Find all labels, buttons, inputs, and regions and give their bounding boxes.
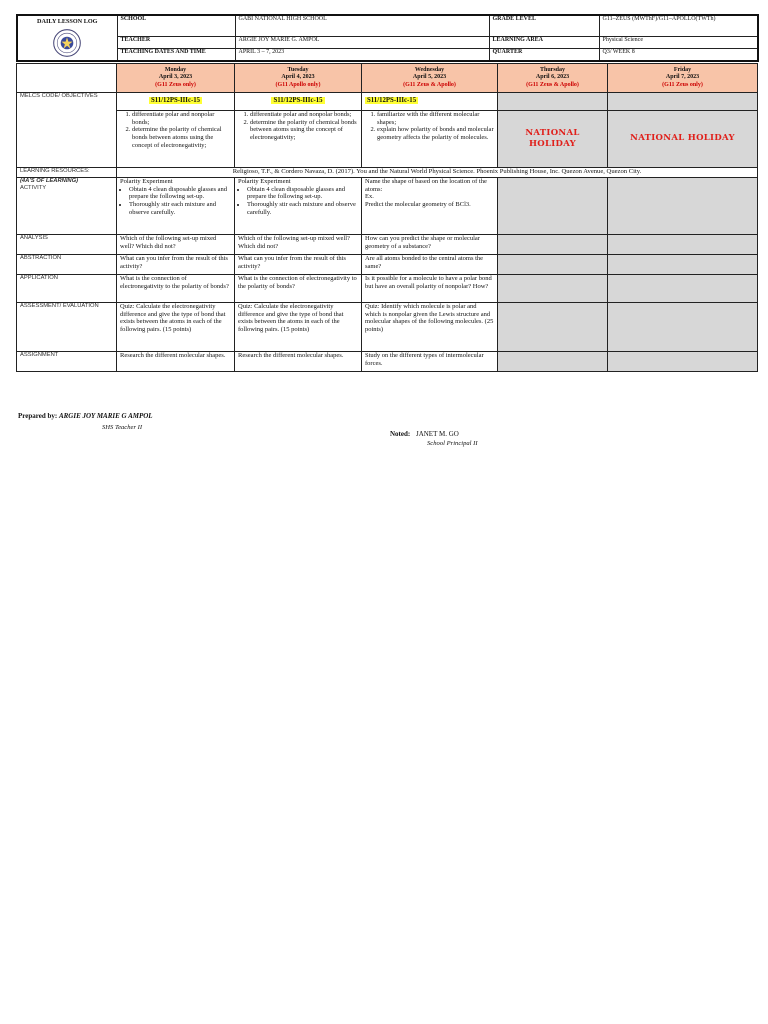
activity-label-cell (17, 178, 117, 235)
quarter-value: Q3/ WEEK 8 (599, 49, 758, 62)
dates-label: TEACHING DATES AND TIME (117, 49, 235, 62)
objectives-row (17, 111, 758, 168)
day-header-row (17, 64, 758, 93)
application-row (17, 275, 758, 303)
melcs-code-wed: S11/12PS-IIIc-15 (367, 97, 417, 105)
resources-label: LEARNING RESOURCES: (17, 168, 117, 178)
assignment-fri (608, 352, 758, 372)
abstraction-label: ABSTRACTION (17, 255, 117, 275)
noted-label: Noted: (390, 430, 411, 438)
assignment-thu (498, 352, 608, 372)
assignment-tue: Research the different molecular shapes. (235, 352, 362, 372)
assignment-mon: Research the different molecular shapes. (117, 352, 235, 372)
assessment-thu (498, 303, 608, 352)
deped-seal-icon (53, 29, 81, 57)
application-thu (498, 275, 608, 303)
analysis-wed: How can you predict the shape or molecular geometry of a substance? (362, 235, 498, 255)
school-label: SCHOOL (117, 15, 235, 37)
melcs-code-row (17, 93, 758, 111)
analysis-fri (608, 235, 758, 255)
day-thursday: Thursday April 6, 2023 (G11 Zeus & Apollo) (498, 64, 608, 93)
application-tue: What is the connection of electronegativity to the polarity of bonds? (235, 275, 362, 303)
prepared-role: SHS Teacher II (102, 424, 143, 431)
analysis-mon: Which of the following set-up mixed well? Which did not? (117, 235, 235, 255)
application-wed: Is it possible for a molecule to have a polar bond but have an overall polarity of nonpolar? How? (362, 275, 498, 303)
analysis-row (17, 235, 758, 255)
activity-mon: Polarity Experiment • Obtain 4 clean disposable glasses and prepare the following set-up. • Thoroughly stir each mixture and observe carefully. (117, 178, 235, 235)
melcs-code-thu (498, 93, 608, 111)
melcs-code-tue: S11/12PS-IIIc-15 (273, 97, 323, 105)
dates-value: APRIL 3 – 7, 2023 (235, 49, 489, 62)
noted-name: JANET M. GO (415, 430, 459, 438)
abstraction-mon: What can you infer from the result of this activity? (117, 255, 235, 275)
logo-cell (17, 15, 117, 61)
noted-role: School Principal II (427, 440, 478, 447)
assessment-fri (608, 303, 758, 352)
application-fri (608, 275, 758, 303)
assessment-label: ASSESSMENT/ EVALUATION (17, 303, 117, 352)
abstraction-thu (498, 255, 608, 275)
abstraction-wed: Are all atoms bonded to the central atoms the same? (362, 255, 498, 275)
melcs-code-fri (608, 93, 758, 111)
teacher-label: TEACHER (117, 37, 235, 49)
prepared-name: ARGIE JOY MARIE G AMPOL (58, 412, 153, 420)
assignment-row (17, 352, 758, 372)
melcs-label: MELCS CODE/ OBJECTIVES (17, 93, 117, 168)
header-table (16, 14, 759, 62)
quarter-label: QUARTER (489, 49, 599, 62)
prepared-label: Prepared by: (18, 412, 58, 420)
melcs-code-mon: S11/12PS-IIIc-15 (150, 97, 201, 105)
four-as-label: (4A'S OF LEARNING) (20, 178, 79, 184)
day-tuesday: Tuesday April 4, 2023 (G11 Apollo only) (235, 64, 362, 93)
assignment-label: ASSIGNMENT (17, 352, 117, 372)
doc-title: DAILY LESSON LOG (37, 18, 98, 25)
activity-row (17, 178, 758, 235)
grade-value: G11–ZEUS (MWThF)/G11–APOLLO(TWTh) (599, 15, 758, 37)
assessment-wed: Quiz: Identify which molecule is polar and which is nonpolar given the Lewis structure and molecular shapes of the following molecules. (25 points) (362, 303, 498, 352)
day-monday: Monday April 3, 2023 (G11 Zeus only) (117, 64, 235, 93)
area-value: Physical Science (599, 37, 758, 49)
objectives-mon: 1. differentiate polar and nonpolar bonds; 2. determine the polarity of chemical bonds between atoms using the concept of electronegativity; (117, 111, 235, 168)
noted-by-block (390, 430, 459, 438)
activity-wed: Name the shape of based on the location of the atoms: Ex. Predict the molecular geometry of BCl3. (362, 178, 498, 235)
day-wednesday: Wednesday April 5, 2023 (G11 Zeus & Apollo) (362, 64, 498, 93)
holiday-fri: NATIONAL HOLIDAY (608, 111, 758, 168)
day-header-blank (17, 64, 117, 93)
analysis-thu (498, 235, 608, 255)
activity-fri (608, 178, 758, 235)
resources-row (17, 168, 758, 178)
holiday-thu: NATIONAL HOLIDAY (498, 111, 608, 168)
school-value: GABI NATIONAL HIGH SCHOOL (235, 15, 489, 37)
assessment-row (17, 303, 758, 352)
abstraction-row (17, 255, 758, 275)
abstraction-fri (608, 255, 758, 275)
day-friday: Friday April 7, 2023 (G11 Zeus only) (608, 64, 758, 93)
lesson-table (16, 63, 758, 372)
application-label: APPLICATION (17, 275, 117, 303)
grade-label: GRADE LEVEL (489, 15, 599, 37)
assessment-tue: Quiz: Calculate the electronegativity difference and give the type of bond that exists between the atoms in each of the following pairs. (15 points) (235, 303, 362, 352)
activity-tue: Polarity Experiment • Obtain 4 clean disposable glasses and prepare the following set-up. • Thoroughly stir each mixture and observe carefully. (235, 178, 362, 235)
analysis-label: ANALYSIS (17, 235, 117, 255)
application-mon: What is the connection of electronegativity to the polarity of bonds? (117, 275, 235, 303)
prepared-by-block (18, 412, 153, 420)
lesson-log (16, 14, 757, 372)
teacher-value: ARGIE JOY MARIE G. AMPOL (235, 37, 489, 49)
activity-thu (498, 178, 608, 235)
area-label: LEARNING AREA (489, 37, 599, 49)
objectives-tue: 1. differentiate polar and nonpolar bonds; 2. determine the polarity of chemical bonds between atoms using the concept of electronegativity; (235, 111, 362, 168)
abstraction-tue: What can you infer from the result of this activity? (235, 255, 362, 275)
resources-text: Religioso, T.F., & Cordero Navaza, D. (2017). You and the Natural World Physical Science. Phoenix Publishing House, Inc. Quezon Avenue, Quezon City. (117, 168, 758, 178)
activity-label: ACTIVITY (20, 184, 47, 191)
analysis-tue: Which of the following set-up mixed well? Which did not? (235, 235, 362, 255)
assessment-mon: Quiz: Calculate the electronegativity difference and give the type of bond that exists between the atoms in each of the following pairs. (15 points) (117, 303, 235, 352)
objectives-wed: 1. familiarize with the different molecular shapes; 2. explain how polarity of bonds and molecular geometry affects the polarity of molecules. (362, 111, 498, 168)
assignment-wed: Study on the different types of intermolecular forces. (362, 352, 498, 372)
